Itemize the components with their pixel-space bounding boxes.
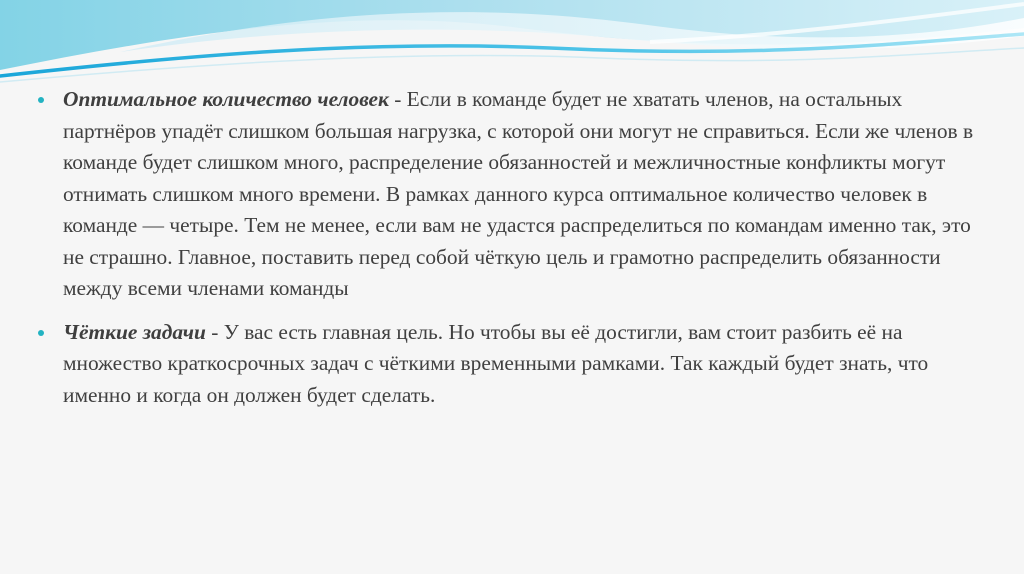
bullet-item-clear-tasks bbox=[38, 317, 988, 412]
bullet-description: - У вас есть главная цель. Но чтобы вы её достигли, вам стоит разбить её на множество краткосрочных задач с чёткими временными рамками. Так каждый будет знать, что именно и когда он должен будет сделать. bbox=[63, 319, 929, 407]
slide-content bbox=[38, 84, 988, 423]
bullet-description: - Если в команде будет не хватать членов, на остальных партнёров упадёт слишком большая нагрузка, с которой они могут не справиться. Если же членов в команде будет слишком много, распределение обязанностей и межличностные конфликты могут отнимать слишком много времени. В рамках данного курса оптимальное количество человек в команде — четыре. Тем не менее, если вам не удастся распределиться по командам именно так, это не страшно. Главное, поставить перед собой чёткую цель и грамотно распределить обязанности между всеми членами команды bbox=[63, 87, 974, 300]
bullet-term: Чёткие задачи bbox=[63, 319, 206, 344]
bullet-item-optimal-count bbox=[38, 84, 988, 305]
bullet-dot-icon bbox=[38, 330, 44, 336]
bullet-dot-icon bbox=[38, 97, 44, 103]
bullet-term: Оптимальное количество человек bbox=[63, 87, 389, 111]
